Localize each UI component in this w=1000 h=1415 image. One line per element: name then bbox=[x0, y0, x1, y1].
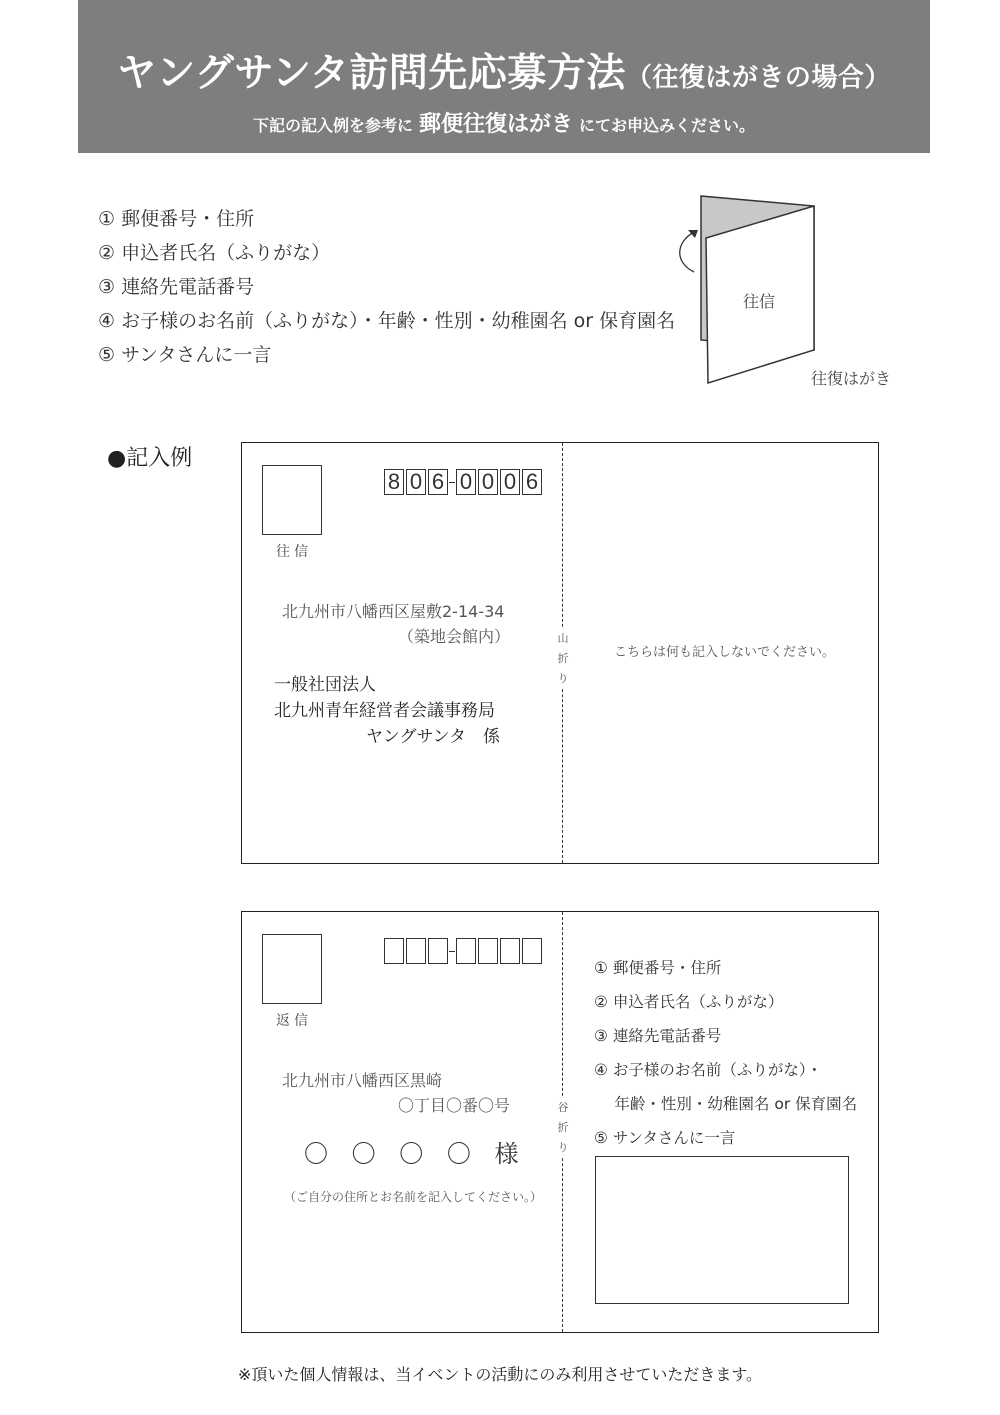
zip-digit bbox=[406, 938, 426, 964]
zip-digit bbox=[456, 938, 476, 964]
recipient-line: 一般社団法人 bbox=[274, 675, 376, 695]
address-line: （築地会館内） bbox=[398, 627, 511, 646]
fold-label: 山 折 り bbox=[553, 629, 573, 689]
illustration-label: 往信 bbox=[742, 292, 776, 311]
zip-digit: 8 bbox=[384, 469, 404, 495]
address-line: 〇丁目〇番〇号 bbox=[398, 1096, 511, 1115]
zip-digit bbox=[428, 938, 448, 964]
address-line: 北九州市八幡西区屋敷2-14-34 bbox=[282, 602, 505, 621]
page-subtitle: 下記の記入例を参考に 郵便往復はがき にてお申込みください。 bbox=[252, 112, 756, 137]
stamp-box bbox=[262, 934, 322, 1004]
requirement-item: ④ お子様のお名前（ふりがな）・年齢・性別・幼稚園名 or 保育園名 bbox=[98, 310, 676, 332]
message-box bbox=[595, 1156, 849, 1304]
zip-digit bbox=[478, 938, 498, 964]
reply-item: ⑤ サンタさんに一言 bbox=[594, 1129, 736, 1147]
name-placeholder: 〇 〇 〇 〇 様 bbox=[304, 1140, 527, 1168]
page-title-paren: （往復はがきの場合） bbox=[625, 63, 891, 93]
zip-digit: 0 bbox=[456, 469, 476, 495]
folded-postcard-illustration bbox=[668, 190, 908, 395]
subtitle-emphasis: 郵便往復はがき bbox=[418, 112, 573, 137]
zip-separator bbox=[449, 951, 455, 952]
postcard-outgoing bbox=[241, 442, 879, 864]
header-banner bbox=[78, 0, 930, 153]
zip-code bbox=[384, 469, 544, 495]
self-address-note: （ご自分の住所とお名前を記入してください。） bbox=[284, 1190, 543, 1204]
leave-blank-note: こちらは何も記入しないでください。 bbox=[614, 645, 836, 660]
page-title: ヤングサンタ訪問先応募方法（往復はがきの場合） bbox=[117, 51, 891, 96]
zip-code bbox=[384, 938, 544, 964]
fold-label: 谷 折 り bbox=[553, 1098, 573, 1158]
zip-separator bbox=[449, 482, 455, 483]
zip-digit: 6 bbox=[428, 469, 448, 495]
illustration-caption: 往復はがき bbox=[811, 369, 892, 388]
requirement-item: ① 郵便番号・住所 bbox=[98, 208, 255, 230]
reply-item: 年齢・性別・幼稚園名 or 保育園名 bbox=[594, 1095, 858, 1113]
recipient-line: 北九州青年経営者会議事務局 bbox=[274, 701, 495, 721]
fold-arrow-icon bbox=[680, 232, 694, 272]
postcard-return bbox=[241, 911, 879, 1333]
requirements-list bbox=[98, 205, 675, 375]
reply-item: ① 郵便番号・住所 bbox=[594, 959, 722, 977]
requirement-item: ② 申込者氏名（ふりがな） bbox=[98, 242, 331, 264]
zip-digit bbox=[384, 938, 404, 964]
address-line: 北九州市八幡西区黒崎 bbox=[282, 1071, 443, 1090]
zip-digit bbox=[500, 938, 520, 964]
requirement-item: ⑤ サンタさんに一言 bbox=[98, 344, 272, 366]
stamp-label: 往信 bbox=[276, 544, 312, 560]
example-heading: ●記入例 bbox=[107, 446, 193, 471]
stamp-label: 返信 bbox=[276, 1013, 312, 1029]
reply-item: ③ 連絡先電話番号 bbox=[594, 1027, 722, 1045]
zip-digit bbox=[522, 938, 542, 964]
recipient-line: ヤングサンタ 係 bbox=[366, 727, 500, 747]
zip-digit: 0 bbox=[500, 469, 520, 495]
arrow-head-icon bbox=[688, 230, 698, 238]
zip-digit: 0 bbox=[478, 469, 498, 495]
stamp-box bbox=[262, 465, 322, 535]
zip-digit: 0 bbox=[406, 469, 426, 495]
reply-item: ④ お子様のお名前（ふりがな）・ bbox=[594, 1061, 823, 1079]
reply-item: ② 申込者氏名（ふりがな） bbox=[594, 993, 784, 1011]
requirement-item: ③ 連絡先電話番号 bbox=[98, 276, 255, 298]
reply-items-list bbox=[594, 956, 857, 1160]
privacy-note: ※頂いた個人情報は、当イベントの活動にのみ利用させていただきます。 bbox=[237, 1365, 763, 1384]
zip-digit: 6 bbox=[522, 469, 542, 495]
